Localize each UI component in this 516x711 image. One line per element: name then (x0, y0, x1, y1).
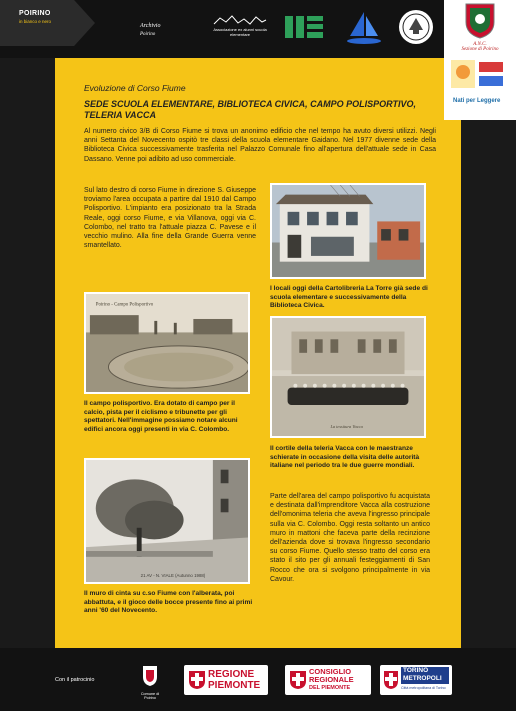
torino-shield-icon (383, 670, 399, 690)
caption-teleria: Il cortile della teleria Vacca con le maestranze schierate in occasione della visita delle autorità italiane nel periodo tra le due guerre mondiali. (270, 445, 420, 470)
comune-logo (136, 665, 164, 701)
caption-cartolibreria: I locali oggi della Cartolibreria La Torre già sede di scuola elementare e successivamente della Biblioteca Civica. (270, 285, 428, 310)
caption-campo: Il campo polisportivo. Era dotato di campo per il calcio, pista per il ciclismo e tribunette per gli spettatori. Nell'immagine possiamo notare alcuni edifici ancora oggi presenti in via C. Colombo. (84, 400, 238, 433)
anc-sidebar (444, 0, 516, 120)
photo-cartolibreria (270, 183, 426, 279)
anc-title-text: A.N.C. (473, 42, 487, 47)
svg-text:Archivio: Archivio (140, 23, 161, 29)
consiglio-shield-icon (289, 670, 307, 690)
anc-title (444, 42, 516, 52)
partner-logo-seal (397, 8, 435, 46)
header-bar (0, 0, 516, 58)
photo-campo-polisportivo (84, 292, 250, 394)
photo-muro-label: 21 AV - N. VIALE (Autunno 1988) (140, 573, 206, 579)
svg-text:Poirino: Poirino (140, 32, 156, 37)
consiglio-line-1: CONSIGLIO (309, 667, 352, 676)
torino-label (401, 667, 449, 684)
comune-crest-icon (142, 665, 158, 687)
photo-muro-di-cinta (84, 458, 250, 584)
torino-metropoli-logo (380, 665, 452, 695)
comune-label: Comune di Poirino (140, 692, 160, 700)
photo-teleria-vacca (270, 316, 426, 438)
partner-logo-ue (283, 14, 327, 42)
partner-logo-2-text: Associazione ex alunni scuola elementare (213, 26, 267, 37)
intro-paragraph: Al numero civico 3/B di Corso Fiume si trova un anonimo edificio che nel tempo ha avuto diversi utilizzi. Negli anni Settanta del Novecento ospitò tre classi della scuola elementare Gaidano. Nel 1977 divenne sede della Biblioteca Civica successivamente trasferita nel Palazzo Comunale fino all'apertura dell'attuale sede in Casa Dassano. Venne poi adibito ad uso commerciale. (84, 128, 436, 163)
svg-text:Nati per Leggere: Nati per Leggere (453, 98, 501, 104)
photo-campo-label: Poirino - Campo Polisportivo (95, 302, 154, 308)
consiglio-regionale-logo (285, 665, 371, 695)
torino-line-2: METROPOLI (403, 674, 442, 682)
consiglio-line-3: DEL PIEMONTE (309, 685, 351, 692)
caption-muro: Il muro di cinta su c.so Fiume con l'alberata, poi abbattuta, e il gioco delle bocce presente fino ai primi anni '60 del Novecento. (84, 590, 253, 615)
section-title: Evoluzione di Corso Fiume (84, 83, 186, 93)
partner-logo-sail (344, 10, 384, 46)
vacca-paragraph: Parte dell'area del campo polisportivo fu acquistata e destinata dall'imprenditore Vacca alla costruzione dell'omonima teleria che aveva l'ingresso principale sulla via C. Colombo. Oggi resta soltanto un antico muro in mattoni che faceva parte della recinzione dell'azienda dove si trovava l'ingresso secondario su corso Fiume. Quello stesso tratto del corso era stato il sito per gli annuali festeggiamenti di San Rocco che ora si svolgono principalmente in via Cavour. (270, 493, 430, 583)
campo-paragraph: Sul lato destro di corso Fiume in direzione S. Giuseppe troviamo l'area occupata a partire dal 1910 dal Campo Polisportivo. L'impianto era posizionato tra la Strada Reale, oggi corso Fiume, e via Villanova, oggi via C. Colombo, nel tratto tra l'attuale piazza C. Pavese e il vecchio mulino. Alla fine della Grande Guerra venne smantellato. (84, 187, 256, 250)
patrocinio-label: Con il patrocinio (55, 677, 95, 683)
regione-shield-icon (188, 670, 206, 690)
partner-logo-2 (210, 14, 270, 37)
consiglio-line-2: REGIONALE (309, 675, 354, 685)
torino-line-3: Città metropolitana di Torino (401, 686, 446, 690)
regione-piemonte-logo (184, 665, 268, 695)
anc-shield-icon (464, 2, 496, 40)
photo-teleria-label: La tessitura Vacca (330, 424, 363, 430)
partner-logo-1 (138, 18, 188, 40)
anc-subtitle-text: Sezione di Poirino (461, 47, 499, 52)
brand-subtitle: in bianco e nero (19, 19, 52, 24)
consiglio-label (309, 668, 354, 693)
brand-title: POIRINO (19, 10, 51, 17)
regione-label: REGIONE PIEMONTE (208, 669, 261, 691)
nati-per-leggere-logo (449, 58, 509, 113)
torino-line-1: TORINO (403, 667, 429, 674)
article-headline: SEDE SCUOLA ELEMENTARE, BIBLIOTECA CIVICA, CAMPO POLISPORTIVO, TELERIA VACCA (84, 99, 417, 120)
